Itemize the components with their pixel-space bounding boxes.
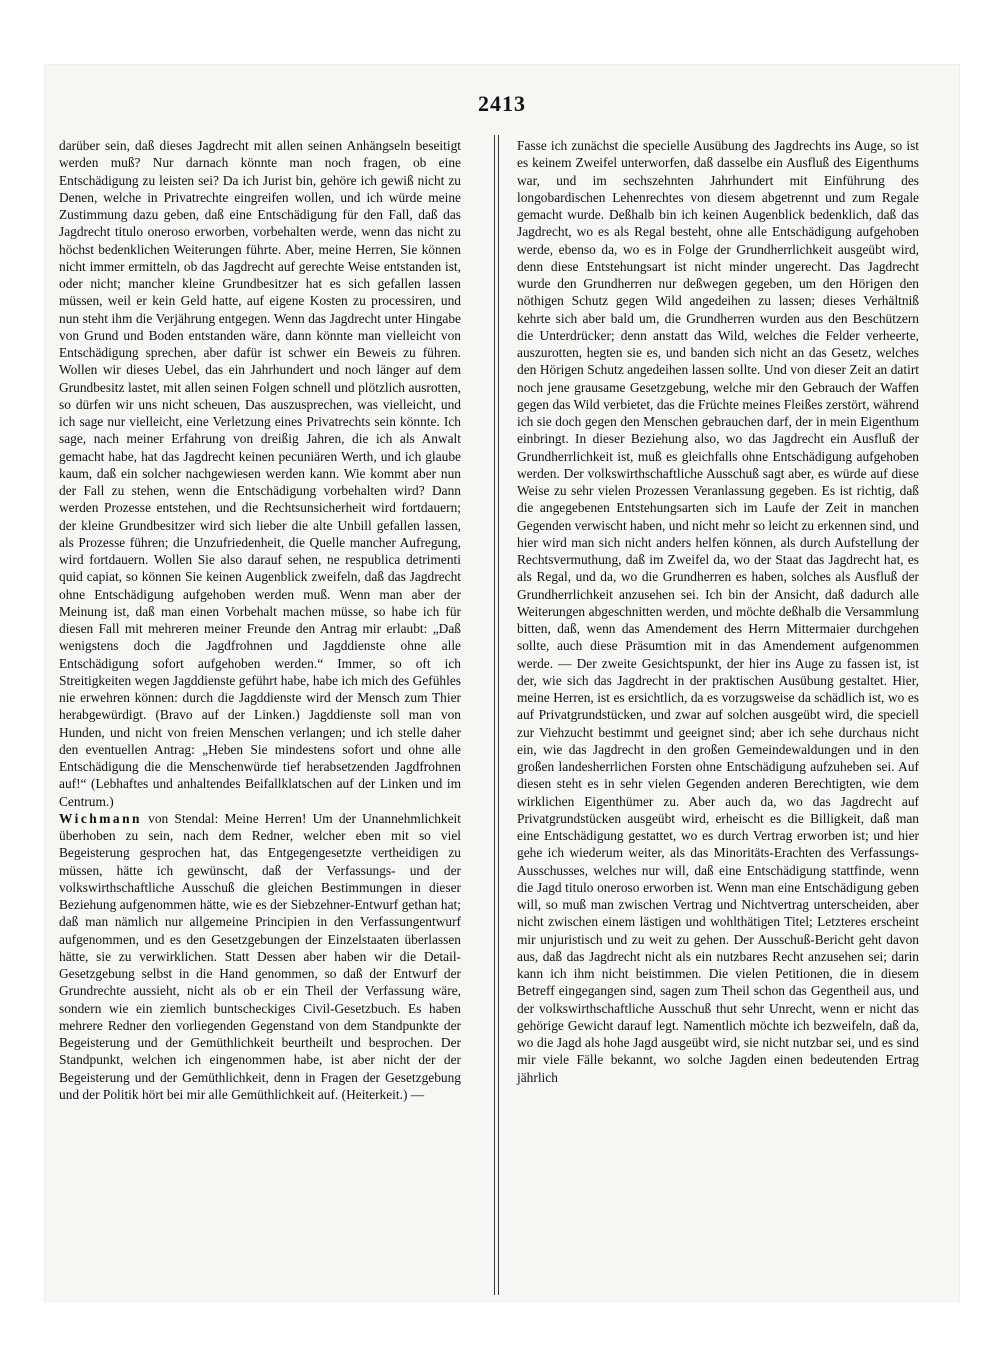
column-divider <box>498 135 499 1295</box>
speech-text: von Stendal: Meine Herren! Um der Unannehmlichkeit überhoben zu sein, nach dem Redner, welcher eben mit so viel Begeisterung gesprochen hat, das Entgegengesetzte vertheidigen zu müssen, hätte ich gewünscht, daß der Verfassungs- und der volkswirthschaftliche Ausschuß die gleichen Bestimmungen in dieser Beziehung aufgenommen hätte, wie es der Siebzehner-Entwurf gethan hat; daß man nämlich nur allgemeine Principien in den Verfassungentwurf aufgenommen, und es den Gesetzgebungen der Einzelstaaten überlassen hätte, sie zu verwirklichen. Statt Dessen aber haben wir die Detail-Gesetzgebung selbst in die Hand genommen, so daß der Entwurf der Grundrechte aussieht, nicht als ob er ein Theil der Verfassung wäre, sondern wie ein ziemlich buntscheckiges Civil-Gesetzbuch. Es haben mehrere Redner den vorliegenden Gegenstand von dem Standpunkte der Begeisterung und der Gemüthlichkeit beurtheilt und besprochen. Der Standpunkt, welchen ich eingenommen habe, ist aber nicht der der Begeisterung und der Gemüthlichkeit, denn in Fragen der Gesetzgebung und der Politik hört bei mir alle Gemüthlichkeit auf. (Heiterkeit.) — <box>59 810 461 1102</box>
speech-paragraph: Fasse ich zunächst die specielle Ausübung des Jagdrechts ins Auge, so ist es keinem Zweifel unterworfen, daß dasselbe ein Ausfluß des Eigenthums war, und im sechszehnten Jahrhundert mit Einführung des longobardischen Lehenrechtes von diesem abgetrennt und zum Regale gemacht wurde. Deßhalb bin ich keinen Augenblick bedenklich, daß das Jagdrecht, wo es als Regal besteht, ohne alle Entschädigung aufgehoben werde, ebenso da, wo es in Folge der Grundherrlichkeit ausgeübt wird, denn diese Entstehungsart ist nicht minder ungerecht. Das Jagdrecht wurde den Grundherren nur deßwegen gegeben, um den Hörigen den nöthigen Schutz gegen Wild angedeihen zu lassen; dieses Verhältniß kehrte sich aber bald um, die Grundherren wurden aus den Beschützern die Unterdrücker; denn anstatt das Wild, welches die Felder verheerte, auszurotten, hegten sie es, und banden sich nicht an das Gesetz, welches den Hörigen Schutz angedeihen lassen sollte. Und von dieser Zeit an datirt noch jene grausame Gesetzgebung, welche mir den Gebrauch der Waffen gegen das Wild verbietet, das die Früchte meines Fleißes zerstört, während ich sie doch gegen den Menschen gebrauchen darf, der in mein Eigenthum einbringt. In dieser Beziehung also, wo das Jagdrecht ein Ausfluß der Grundherrlichkeit ist, muß es gleichfalls ohne Entschädigung aufgehoben werden. Der volkswirthschaftliche Ausschuß sagt aber, es würde auf diese Weise zu sehr vielen Prozessen Veranlassung gegeben. Es ist richtig, daß die angegebenen Entstehungsarten sich im Laufe der Zeit in manchen Gegenden verwischt haben, und nicht mehr so leicht zu erkennen sind, und hier wird man sich nicht anders helfen können, als durch Aufstellung der Rechtsvermuthung, daß im Zweifel da, wo der Staat das Jagdrecht hat, es als Regal, und da, wo die Grundherren es haben, solches als Ausfluß der Grundherrlichkeit anzusehen sei. Ich bin der Ansicht, daß dadurch alle Weiterungen abgeschnitten werden, und möchte deßhalb die Versammlung bitten, daß, wenn das Amendement des Herrn Mittermaier durchgehen sollte, auch diese Präsumtion mit in das Amendement aufgenommen werde. — Der zweite Gesichtspunkt, der hier ins Auge zu fassen ist, ist der, wie sich das Jagdrecht in der praktischen Ausübung gestaltet. Hier, meine Herren, ist es ersichtlich, da es vorzugsweise da schädlich ist, wo es auf Privatgrundstücken, und zwar auf solchen ausgeübt wird, die speciell zur Viehzucht bestimmt und geeignet sind; aber ich sehe durchaus nicht ein, wie das Jagdrecht in den großen Gemeindewaldungen und in den großen landesherrlichen Forsten ohne Entschädigung aufzuheben sei. Auf diesen steht es in sehr vielen Gegenden anderen Berechtigten, wie dem wirklichen Eigenthümer zu. Aber auch da, wo das Jagdrecht auf Privatgrundstücken ausgeübt wird, erheischt es die Billigkeit, daß man eine Entschädigung gestattet, wo es durch Vertrag erworben ist; und hier gehe ich wiederum weiter, als das Minoritäts-Erachten des Verfassungs-Ausschusses, welches nur will, daß eine Entschädigung stattfinde, wenn die Jagd titulo oneroso erworben ist. Wenn man eine Entschädigung geben will, so muß man zwischen Vertrag und Nichtvertrag unterscheiden, aber nicht zwischen einem lästigen und wohlthätigen Titel; Letzteres erscheint mir unjuristisch und zu weit zu gehen. Der Ausschuß-Bericht geht davon aus, daß das Jagdrecht nicht als ein nutzbares Recht anzusehen sei; darin kann ich ihm nicht beistimmen. Die vielen Petitionen, die in diesem Betreff eingegangen sind, sagen zum Theil schon das Gegentheil aus, und der volkswirthschaftliche Ausschuß thut sehr Unrecht, wenn er nicht das gehörige Gewicht darauf legt. Namentlich möchte ich bezweifeln, daß da, wo die Jagd als hohe Jagd ausgeübt wird, sie nicht nutzbar sei, und es sind mir viele Fälle bekannt, wo solche Jagden einen bedeutenden Ertrag jährlich <box>517 138 919 1085</box>
speaker-name: Wichmann <box>59 810 143 826</box>
left-column <box>59 137 461 1103</box>
column-divider <box>494 135 495 1295</box>
right-column <box>517 137 919 1086</box>
document-page <box>44 64 960 1302</box>
speech-paragraph-wichmann <box>59 810 461 1103</box>
speech-paragraph: darüber sein, daß dieses Jagdrecht mit allen seinen Anhängseln beseitigt werden muß? Nur darnach könnte man noch fragen, ob eine Entschädigung zu leisten sei? Da ich Jurist bin, gehöre ich gewiß nicht zu Denen, welche in Privatrechte eingreifen wollen, und ich würde meine Zustimmung dazu geben, daß eine Entschädigung für den Fall, daß das Jagdrecht titulo oneroso erworben, vorbehalten werde, wenn das nicht zu höchst bedenklichen Weiterungen führte. Aber, meine Herren, Sie können nicht immer ermitteln, ob das Jagdrecht auf gerechte Weise entstanden ist, oder nicht; mancher kleine Grundbesitzer hat es sich gefallen lassen müssen, weil er kein Geld hatte, auf eigene Kosten zu processiren, und nun steht ihm die Verjährung entgegen. Wenn das Jagdrecht unter Hingabe von Grund und Boden entstanden wäre, dann könnte man vielleicht von Entschädigung sprechen, aber dafür ist schwer ein Beweis zu führen. Wollen wir dieses Uebel, das ein Jahrhundert und noch länger auf dem Grundbesitz lastet, mit allen seinen Folgen schnell und plötzlich ausrotten, so dürfen wir uns nicht scheuen, Das auszusprechen, was vielleicht, und ich sage nur vielleicht, eine Verletzung eines Privatrechts sein könnte. Ich sage, nach meiner Erfahrung von dreißig Jahren, die ich als Anwalt gemacht habe, hat das Jagdrecht keinen pecuniären Werth, und ich glaube kaum, daß ein solcher nachgewiesen werden kann. Wie kommt aber nun der Fall zu stehen, wenn die Entschädigung vorbehalten wird? Dann werden Prozesse entstehen, und die Rechtsunsicherheit wird fortdauern; der kleine Grundbesitzer wird sich lieber die alte Unbill gefallen lassen, als Prozesse führen; die Unzufriedenheit, die Quelle mancher Aufregung, wird fortdauern. Wollen Sie also darauf sehen, ne respublica detrimenti quid capiat, so können Sie keinen Augenblick zweifeln, daß das Jagdrecht ohne Entschädigung aufgehoben werden muß. Wenn man aber der Meinung ist, daß man einen Vorbehalt machen müsse, so habe ich für diesen Fall mit mehreren meiner Freunde den Antrag mir erlaubt: „Daß wenigstens doch die Jagdfrohnen und Jagddienste ohne alle Entschädigung sofort aufgehoben werden.“ Immer, so oft ich Streitigkeiten wegen Jagddienste geführt habe, habe ich mich des Gefühles nie erwehren können: durch die Jagddienste wird der Mensch zum Thier herabgewürdigt. (Bravo auf der Linken.) Jagddienste soll man von Hunden, und nicht von freien Menschen verlangen; und ich stelle daher den eventuellen Antrag: „Heben Sie mindestens sofort und ohne alle Entschädigung die die Menschenwürde tief herabsetzenden Jagdfrohnen auf!“ (Lebhaftes und anhaltendes Beifallklatschen auf der Linken und im Centrum.) <box>59 138 461 809</box>
page-number: 2413 <box>478 91 526 116</box>
